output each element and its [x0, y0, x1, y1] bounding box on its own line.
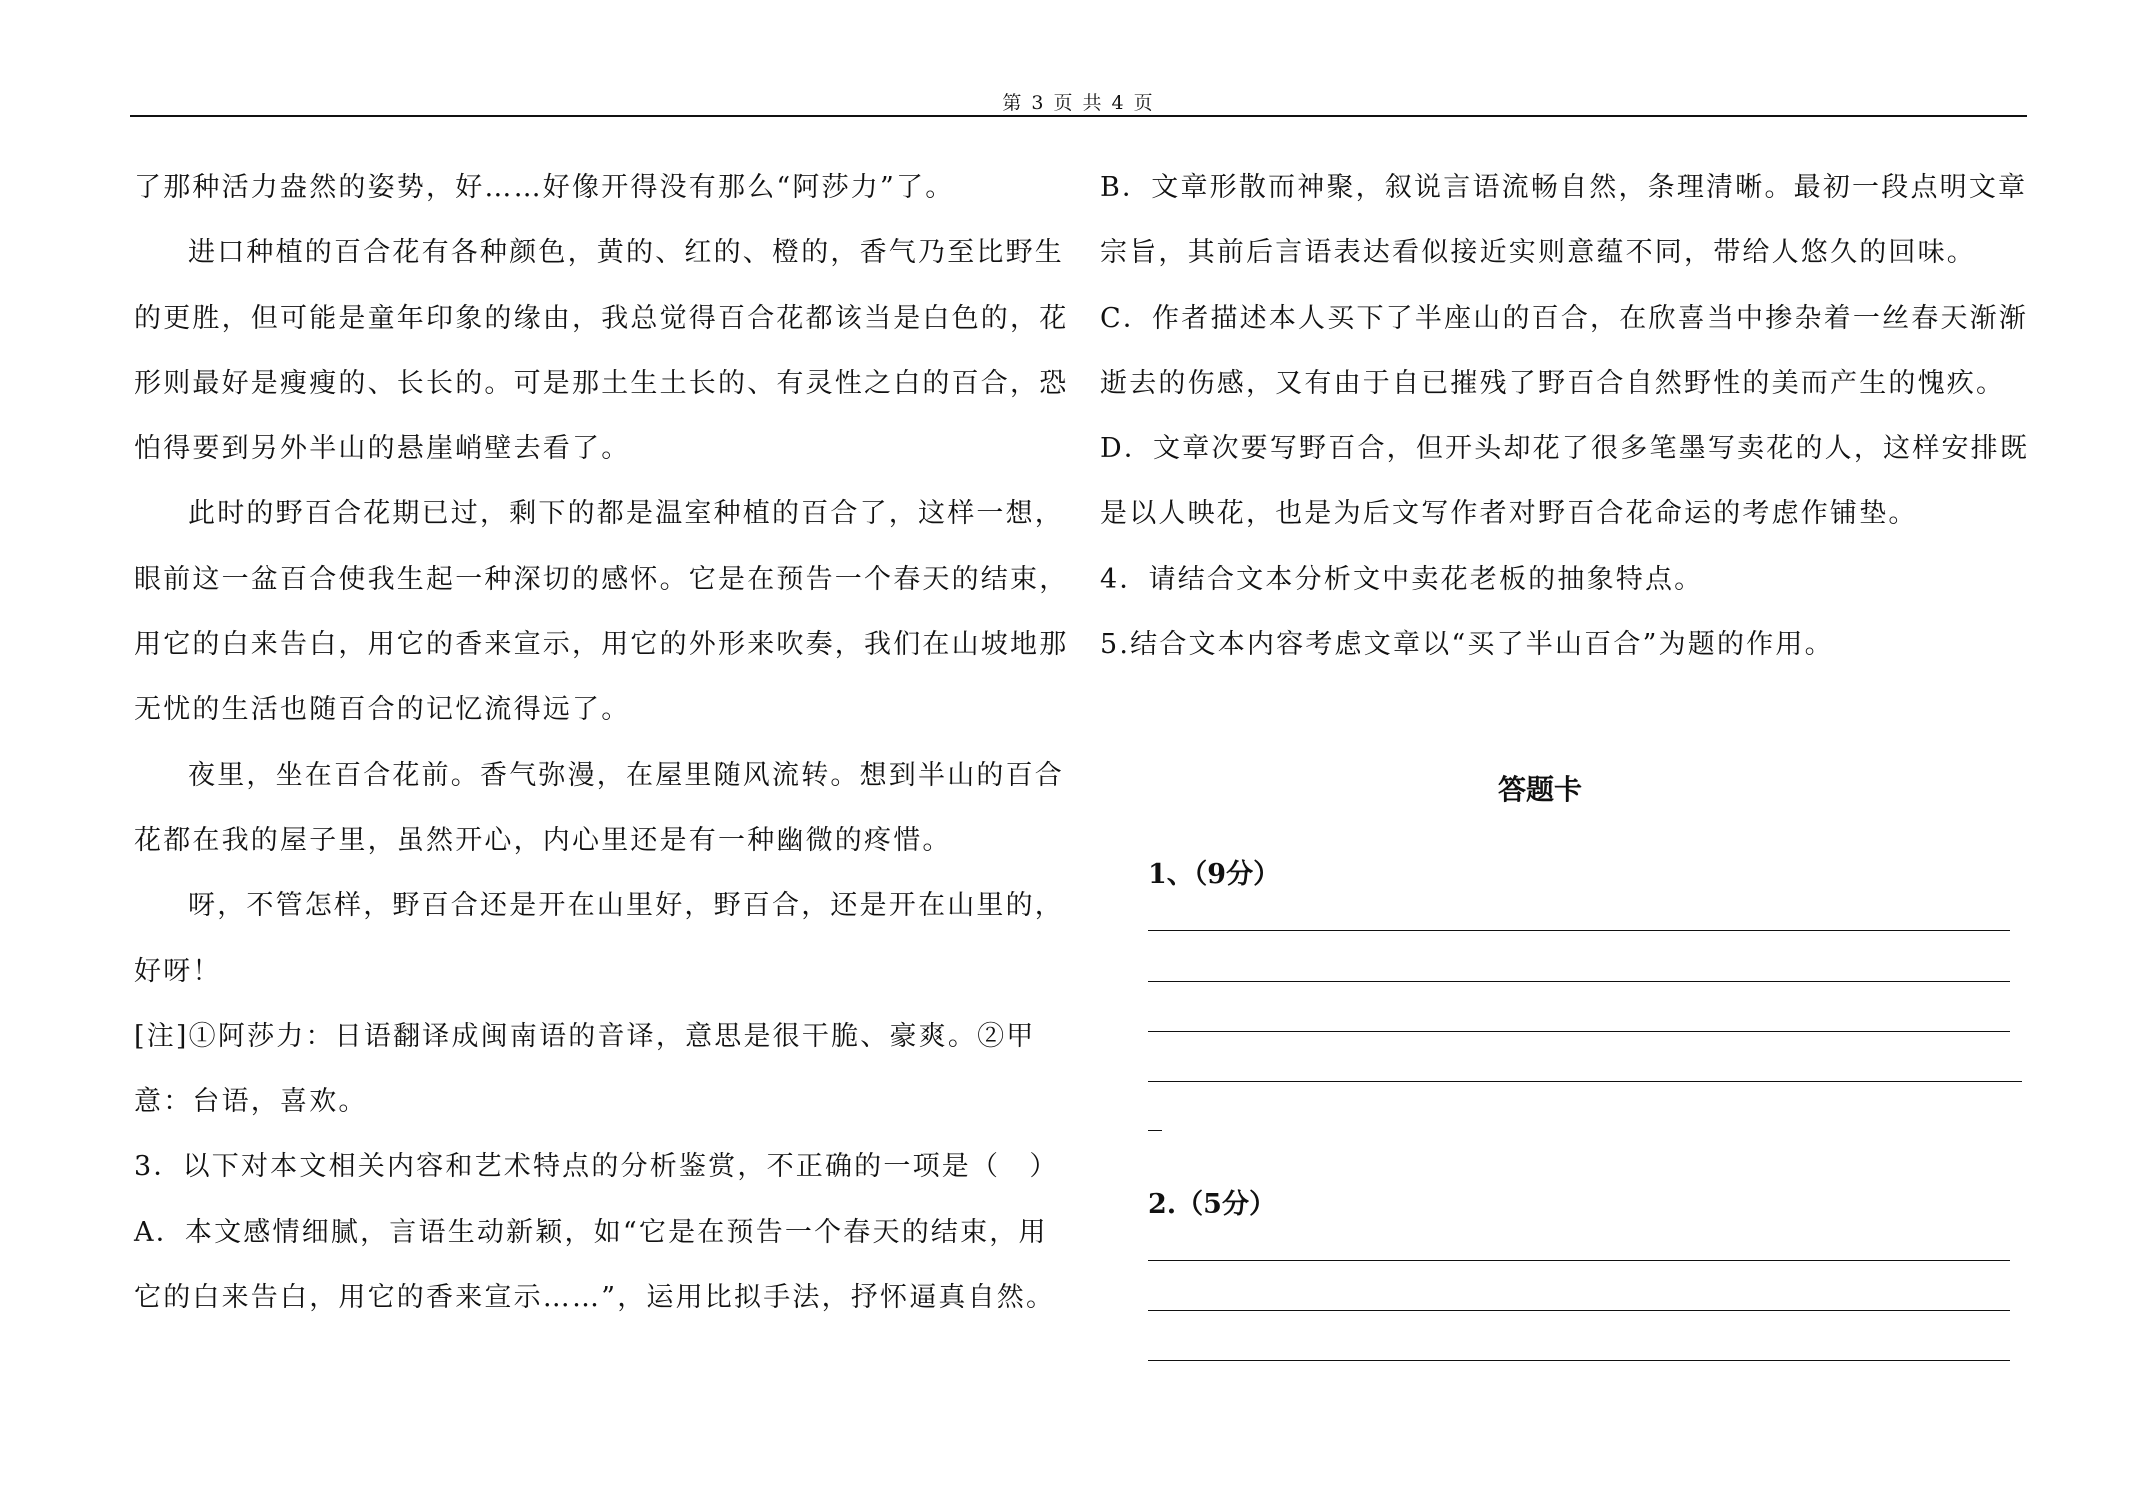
question-4: 4．请结合文本分析文中卖花老板的抽象特点。: [1100, 563, 1704, 595]
paragraph-4: 夜里，坐在百合花前。香气弥漫，在屋里随风流转。想到半山的百合花都在我的屋子里，虽然开心，内心里还是有一种幽微的疼惜。: [134, 759, 1064, 856]
paragraph-5: 呀，不管怎样，野百合还是开在山里好，野百合，还是开在山里的，好呀！: [134, 890, 1064, 987]
option-a: A．本文感情细腻，言语生动新颖，如“它是在预告一个春天的结束，用它的白来告白，用它的香来宣示……”，运用比拟手法，抒怀逼真自然。: [134, 1216, 1056, 1314]
question-3: 3．以下对本文相关内容和艺术特点的分析鉴赏，不正确的一项是（ ）: [134, 1151, 1059, 1183]
option-d: D．文章次要写野百合，但开头却花了很多笔墨写卖花的人，这样安排既是以人映花，也是为后文写作者对野百合花命运的考虑作铺垫。: [1100, 433, 2030, 530]
paragraph-2: 进口种植的百合花有各种颜色，黄的、红的、橙的，香气乃至比野生的更胜，但可能是童年印象的缘由，我总觉得百合花都该当是白色的，花形则最好是瘦瘦的、长长的。可是那土生土长的、有灵性之白的百合，恐怕得要到另外半山的悬崖峭壁去看了。: [134, 237, 1069, 465]
answer-line[interactable]: [1148, 1031, 2010, 1032]
answer-line[interactable]: [1148, 930, 2010, 931]
question-5: 5.结合文本内容考虑文章以“买了半山百合”为题的作用。: [1100, 629, 1834, 661]
answer-line[interactable]: [1148, 1081, 2022, 1082]
annotation-note: [注]①阿莎力：日语翻译成闽南语的音译，意思是很干脆、豪爽。②甲意：台语，喜欢。: [134, 1020, 1036, 1118]
answer-q1-label: 1、（9分）: [1148, 859, 1281, 890]
option-c: C．作者描述本人买下了半座山的百合，在欣喜当中掺杂着一丝春天渐渐逝去的伤感，又有由于自已摧残了野百合自然野性的美而产生的愧疚。: [1100, 302, 2029, 399]
right-column: [1100, 155, 2030, 677]
answer-card-title: 答题卡: [1497, 773, 1582, 806]
answer-line[interactable]: [1148, 1310, 2010, 1311]
answer-line[interactable]: [1148, 1360, 2010, 1361]
header-rule: [130, 115, 2027, 117]
option-b: B．文章形散而神聚，叙说言语流畅自然，条理清晰。最初一段点明文章宗旨，其前后言语表达看似接近实则意蕴不同，带给人悠久的回味。: [1100, 172, 2028, 269]
answer-line[interactable]: [1148, 1130, 1162, 1131]
answer-q2-label: 2.（5分）: [1148, 1189, 1276, 1220]
page-number-header: 第 3 页 共 4 页: [1002, 92, 1155, 114]
paragraph-3: 此时的野百合花期已过，剩下的都是温室种植的百合了，这样一想，眼前这一盆百合使我生起一种深切的感怀。它是在预告一个春天的结束，用它的白来告白，用它的香来宣示，用它的外形来吹奏，我们在山坡地那无忧的生活也随百合的记忆流得远了。: [134, 498, 1069, 726]
answer-line[interactable]: [1148, 981, 2010, 982]
paragraph-1: 了那种活力盎然的姿势，好……好像开得没有那么“阿莎力”了。: [134, 172, 955, 203]
left-column: [134, 155, 1074, 1330]
answer-line[interactable]: [1148, 1260, 2010, 1261]
